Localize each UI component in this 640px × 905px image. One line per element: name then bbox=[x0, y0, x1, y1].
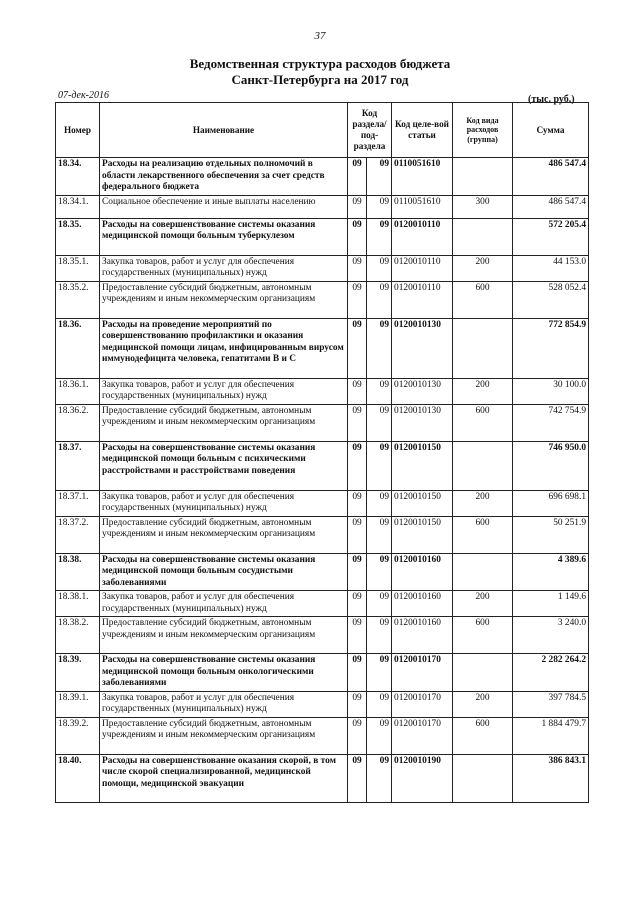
table-row bbox=[56, 717, 589, 754]
row-section-code: 09 bbox=[348, 754, 367, 802]
row-name: Предоставление субсидий бюджетным, автономным учреждениям и иным некоммерческим организациям bbox=[100, 404, 348, 441]
row-amount: 4 389.6 bbox=[513, 553, 589, 591]
row-section-code: 09 bbox=[348, 717, 367, 754]
row-subsection-code: 09 bbox=[367, 754, 392, 802]
col-header-name: Наименование bbox=[100, 103, 348, 158]
row-target-article-code: 0120010160 bbox=[392, 553, 453, 591]
row-amount: 742 754.9 bbox=[513, 404, 589, 441]
row-expense-type-code: 600 bbox=[453, 404, 513, 441]
row-number: 18.36.1. bbox=[56, 378, 100, 404]
table-row bbox=[56, 255, 589, 281]
row-section-code: 09 bbox=[348, 591, 367, 617]
row-name: Расходы на совершенствование оказания скорой, в том числе скорой специализированной, медицинской помощи, медицинской эвакуации bbox=[100, 754, 348, 802]
row-amount: 746 950.0 bbox=[513, 441, 589, 490]
row-amount: 528 052.4 bbox=[513, 281, 589, 318]
row-name: Расходы на проведение мероприятий по совершенствованию профилактики и оказания медицинской помощи лицам, инфицированным вирусом иммунодефицита человека, гепатитами В и С bbox=[100, 318, 348, 378]
col-header-csr: Код целе-вой статьи bbox=[392, 103, 453, 158]
row-subsection-code: 09 bbox=[367, 691, 392, 717]
row-number: 18.39.1. bbox=[56, 691, 100, 717]
row-expense-type-code: 600 bbox=[453, 617, 513, 654]
table-row bbox=[56, 218, 589, 255]
row-amount: 397 784.5 bbox=[513, 691, 589, 717]
row-name: Предоставление субсидий бюджетным, автономным учреждениям и иным некоммерческим организациям bbox=[100, 717, 348, 754]
row-expense-type-code: 600 bbox=[453, 516, 513, 553]
row-subsection-code: 09 bbox=[367, 553, 392, 591]
row-name: Закупка товаров, работ и услуг для обеспечения государственных (муниципальных) нужд bbox=[100, 591, 348, 617]
table-row bbox=[56, 490, 589, 516]
row-subsection-code: 09 bbox=[367, 158, 392, 196]
row-amount: 2 282 264.2 bbox=[513, 654, 589, 692]
row-amount: 50 251.9 bbox=[513, 516, 589, 553]
row-subsection-code: 09 bbox=[367, 218, 392, 255]
row-number: 18.37. bbox=[56, 441, 100, 490]
row-section-code: 09 bbox=[348, 318, 367, 378]
row-section-code: 09 bbox=[348, 441, 367, 490]
table-row bbox=[56, 553, 589, 591]
row-name: Расходы на совершенствование системы оказания медицинской помощи больным с психическими расстройствами и расстройствами поведения bbox=[100, 441, 348, 490]
table-row bbox=[56, 404, 589, 441]
row-amount: 3 240.0 bbox=[513, 617, 589, 654]
row-subsection-code: 09 bbox=[367, 516, 392, 553]
table-body bbox=[56, 158, 589, 803]
row-number: 18.36. bbox=[56, 318, 100, 378]
document-date: 07-дек-2016 bbox=[58, 90, 109, 101]
col-header-kvr: Код вида расходов (группа) bbox=[453, 103, 513, 158]
row-target-article-code: 0110051610 bbox=[392, 195, 453, 218]
row-name: Закупка товаров, работ и услуг для обеспечения государственных (муниципальных) нужд bbox=[100, 691, 348, 717]
row-subsection-code: 09 bbox=[367, 717, 392, 754]
row-number: 18.34. bbox=[56, 158, 100, 196]
row-target-article-code: 0120010130 bbox=[392, 318, 453, 378]
row-expense-type-code: 300 bbox=[453, 195, 513, 218]
row-number: 18.40. bbox=[56, 754, 100, 802]
units-label: (тыс. руб.) bbox=[528, 94, 575, 105]
table-row bbox=[56, 318, 589, 378]
row-amount: 486 547.4 bbox=[513, 195, 589, 218]
row-number: 18.35. bbox=[56, 218, 100, 255]
row-expense-type-code: 200 bbox=[453, 490, 513, 516]
row-number: 18.39. bbox=[56, 654, 100, 692]
col-header-section: Код раздела/ под-раздела bbox=[348, 103, 392, 158]
row-name: Закупка товаров, работ и услуг для обеспечения государственных (муниципальных) нужд bbox=[100, 490, 348, 516]
row-section-code: 09 bbox=[348, 654, 367, 692]
row-number: 18.37.2. bbox=[56, 516, 100, 553]
table-row bbox=[56, 654, 589, 692]
col-header-number: Номер bbox=[56, 103, 100, 158]
row-number: 18.35.2. bbox=[56, 281, 100, 318]
row-target-article-code: 0120010130 bbox=[392, 378, 453, 404]
row-target-article-code: 0120010160 bbox=[392, 591, 453, 617]
row-section-code: 09 bbox=[348, 281, 367, 318]
row-expense-type-code: 200 bbox=[453, 378, 513, 404]
row-target-article-code: 0120010170 bbox=[392, 654, 453, 692]
row-section-code: 09 bbox=[348, 378, 367, 404]
title-line-1: Ведомственная структура расходов бюджета bbox=[189, 56, 451, 71]
table-row bbox=[56, 691, 589, 717]
row-amount: 772 854.9 bbox=[513, 318, 589, 378]
row-subsection-code: 09 bbox=[367, 404, 392, 441]
row-subsection-code: 09 bbox=[367, 654, 392, 692]
row-number: 18.37.1. bbox=[56, 490, 100, 516]
row-section-code: 09 bbox=[348, 158, 367, 196]
row-amount: 30 100.0 bbox=[513, 378, 589, 404]
row-expense-type-code bbox=[453, 318, 513, 378]
row-target-article-code: 0120010170 bbox=[392, 717, 453, 754]
row-name: Социальное обеспечение и иные выплаты населению bbox=[100, 195, 348, 218]
row-name: Расходы на совершенствование системы оказания медицинской помощи больным сосудистыми заболеваниями bbox=[100, 553, 348, 591]
row-number: 18.38.1. bbox=[56, 591, 100, 617]
table-row bbox=[56, 754, 589, 802]
row-amount: 1 149.6 bbox=[513, 591, 589, 617]
row-target-article-code: 0120010170 bbox=[392, 691, 453, 717]
row-target-article-code: 0120010130 bbox=[392, 404, 453, 441]
row-subsection-code: 09 bbox=[367, 617, 392, 654]
table-row bbox=[56, 281, 589, 318]
row-target-article-code: 0120010150 bbox=[392, 516, 453, 553]
row-expense-type-code: 600 bbox=[453, 717, 513, 754]
row-amount: 486 547.4 bbox=[513, 158, 589, 196]
row-section-code: 09 bbox=[348, 490, 367, 516]
row-target-article-code: 0120010150 bbox=[392, 490, 453, 516]
row-name: Расходы на реализацию отдельных полномочий в области лекарственного обеспечения за счет средств федерального бюджета bbox=[100, 158, 348, 196]
row-expense-type-code bbox=[453, 441, 513, 490]
row-name: Закупка товаров, работ и услуг для обеспечения государственных (муниципальных) нужд bbox=[100, 255, 348, 281]
row-section-code: 09 bbox=[348, 691, 367, 717]
row-target-article-code: 0110051610 bbox=[392, 158, 453, 196]
row-name: Предоставление субсидий бюджетным, автономным учреждениям и иным некоммерческим организациям bbox=[100, 281, 348, 318]
row-name: Предоставление субсидий бюджетным, автономным учреждениям и иным некоммерческим организациям bbox=[100, 516, 348, 553]
row-expense-type-code: 600 bbox=[453, 281, 513, 318]
row-target-article-code: 0120010190 bbox=[392, 754, 453, 802]
page-title bbox=[0, 56, 640, 88]
row-target-article-code: 0120010110 bbox=[392, 255, 453, 281]
row-subsection-code: 09 bbox=[367, 591, 392, 617]
row-expense-type-code: 200 bbox=[453, 691, 513, 717]
row-section-code: 09 bbox=[348, 195, 367, 218]
row-subsection-code: 09 bbox=[367, 318, 392, 378]
row-section-code: 09 bbox=[348, 553, 367, 591]
row-number: 18.39.2. bbox=[56, 717, 100, 754]
row-subsection-code: 09 bbox=[367, 281, 392, 318]
row-expense-type-code bbox=[453, 158, 513, 196]
row-section-code: 09 bbox=[348, 218, 367, 255]
table-row bbox=[56, 195, 589, 218]
row-expense-type-code bbox=[453, 218, 513, 255]
row-name: Расходы на совершенствование системы оказания медицинской помощи больным онкологическими заболеваниями bbox=[100, 654, 348, 692]
col-header-sum: Сумма bbox=[513, 103, 589, 158]
table-row bbox=[56, 617, 589, 654]
table-row bbox=[56, 516, 589, 553]
row-target-article-code: 0120010150 bbox=[392, 441, 453, 490]
row-section-code: 09 bbox=[348, 617, 367, 654]
row-subsection-code: 09 bbox=[367, 378, 392, 404]
table-row bbox=[56, 158, 589, 196]
table-row bbox=[56, 441, 589, 490]
page-number: 37 bbox=[314, 30, 326, 42]
row-subsection-code: 09 bbox=[367, 441, 392, 490]
row-number: 18.35.1. bbox=[56, 255, 100, 281]
budget-table bbox=[55, 102, 589, 803]
row-section-code: 09 bbox=[348, 404, 367, 441]
row-expense-type-code bbox=[453, 754, 513, 802]
row-subsection-code: 09 bbox=[367, 490, 392, 516]
row-expense-type-code bbox=[453, 654, 513, 692]
row-target-article-code: 0120010160 bbox=[392, 617, 453, 654]
row-amount: 1 884 479.7 bbox=[513, 717, 589, 754]
row-section-code: 09 bbox=[348, 255, 367, 281]
row-amount: 386 843.1 bbox=[513, 754, 589, 802]
row-number: 18.36.2. bbox=[56, 404, 100, 441]
row-target-article-code: 0120010110 bbox=[392, 218, 453, 255]
row-section-code: 09 bbox=[348, 516, 367, 553]
row-subsection-code: 09 bbox=[367, 255, 392, 281]
table-header-row bbox=[56, 103, 589, 158]
row-name: Закупка товаров, работ и услуг для обеспечения государственных (муниципальных) нужд bbox=[100, 378, 348, 404]
row-name: Предоставление субсидий бюджетным, автономным учреждениям и иным некоммерческим организациям bbox=[100, 617, 348, 654]
row-expense-type-code: 200 bbox=[453, 591, 513, 617]
row-expense-type-code: 200 bbox=[453, 255, 513, 281]
row-subsection-code: 09 bbox=[367, 195, 392, 218]
title-line-2: Санкт-Петербурга на 2017 год bbox=[231, 72, 409, 87]
row-amount: 572 205.4 bbox=[513, 218, 589, 255]
row-name: Расходы на совершенствование системы оказания медицинской помощи больным туберкулезом bbox=[100, 218, 348, 255]
table-row bbox=[56, 591, 589, 617]
row-amount: 44 153.0 bbox=[513, 255, 589, 281]
row-number: 18.38.2. bbox=[56, 617, 100, 654]
table-row bbox=[56, 378, 589, 404]
row-expense-type-code bbox=[453, 553, 513, 591]
row-number: 18.38. bbox=[56, 553, 100, 591]
row-number: 18.34.1. bbox=[56, 195, 100, 218]
row-amount: 696 698.1 bbox=[513, 490, 589, 516]
row-target-article-code: 0120010110 bbox=[392, 281, 453, 318]
